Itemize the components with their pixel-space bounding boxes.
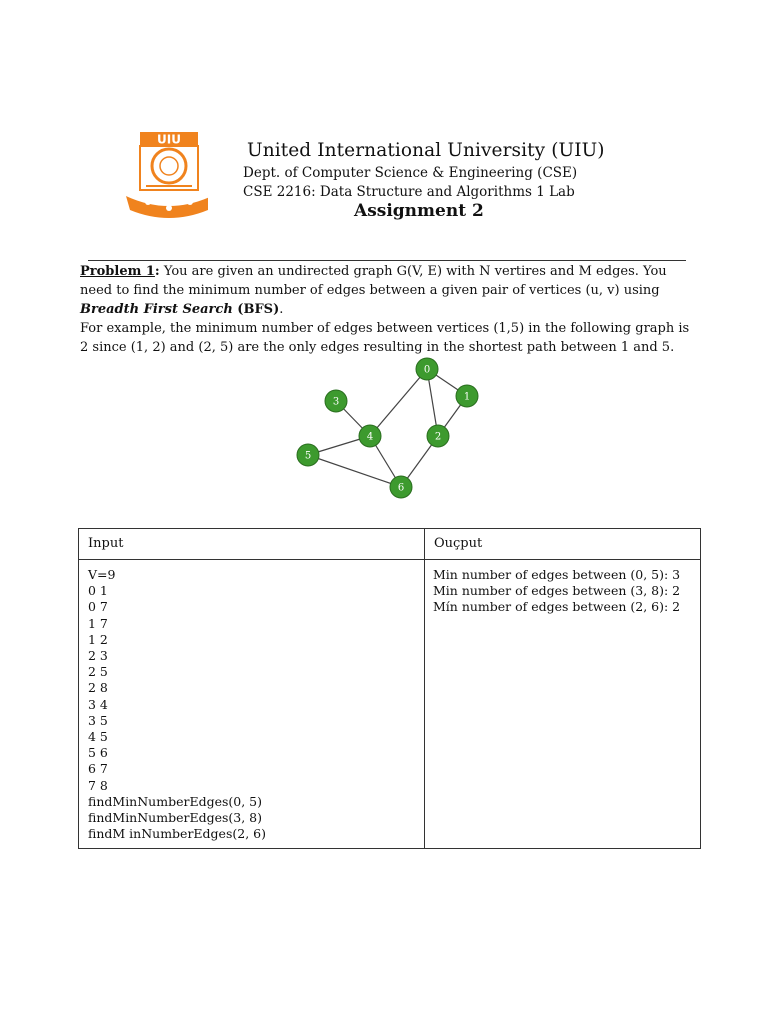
output-line: Min number of edges between (3, 8): 2 xyxy=(433,583,681,599)
output-line: Mín number of edges between (2, 6): 2 xyxy=(433,599,681,615)
svg-text:UIU: UIU xyxy=(157,132,181,147)
input-line: 4 5 xyxy=(88,729,108,745)
input-cell xyxy=(79,560,425,849)
vertices-word: vertires xyxy=(494,264,546,279)
course-title: CSE 2216: Data Structure and Algorithms 1 Lab xyxy=(243,184,575,200)
output-header: Ouçput xyxy=(434,536,483,551)
graph-node-3 xyxy=(325,390,347,412)
output-header-cell xyxy=(425,529,701,560)
input-line: findM inNumberEdges(2, 6) xyxy=(88,826,266,842)
graph-node-0 xyxy=(416,358,438,380)
problem-period: . xyxy=(279,302,284,317)
header-divider xyxy=(88,260,686,261)
uiu-logo xyxy=(118,128,208,220)
input-line: 1 7 xyxy=(88,615,108,631)
table-header-row xyxy=(79,529,701,560)
problem-text-2: M edges. You need to find the minimum number of edges between a given pair of vertices (u, v) using xyxy=(80,264,667,298)
input-header-cell xyxy=(79,529,425,560)
graph-nodes xyxy=(297,358,478,498)
output-line: Min number of edges between (0, 5): 3 xyxy=(433,567,681,582)
input-line: findMinNumberEdges(0, 5) xyxy=(88,793,262,809)
university-name: United International University (UIU) xyxy=(247,140,605,161)
input-line: 0 7 xyxy=(88,599,108,615)
assignment-title: Assignment 2 xyxy=(354,201,484,221)
graph-node-label: 3 xyxy=(332,396,340,408)
input-line: 5 6 xyxy=(88,745,108,761)
input-line: 7 8 xyxy=(88,777,108,793)
graph-edge-5-6 xyxy=(308,455,401,487)
graph-edge-0-4 xyxy=(370,369,427,436)
graph-node-label: 2 xyxy=(434,431,442,443)
graph-node-label: 1 xyxy=(463,391,471,403)
graph-node-label: 4 xyxy=(366,431,374,443)
problem-paragraph xyxy=(80,262,700,319)
input-header: Input xyxy=(88,536,124,551)
problem-statement xyxy=(80,262,700,357)
input-line: 6 7 xyxy=(88,761,108,777)
method-abbrev: (BFS) xyxy=(232,302,280,317)
document-header xyxy=(0,0,768,230)
graph-node-label: 5 xyxy=(304,450,312,462)
graph-node-6 xyxy=(390,476,412,498)
problem-text-1: You are given an undirected graph G(V, E) with N xyxy=(159,264,495,279)
input-line: 0 1 xyxy=(88,583,108,599)
problem-colon: : xyxy=(154,264,160,279)
input-line: 3 4 xyxy=(88,696,108,712)
example-paragraph: For example, the minimum number of edges between vertices (1,5) in the following graph is 2 since (1, 2) and (2, 5) are the only edges resulting in the shortest path between 1 and 5. xyxy=(80,321,690,355)
input-line: 2 3 xyxy=(88,648,108,664)
output-cell xyxy=(425,560,701,849)
example-graph xyxy=(290,352,490,502)
graph-node-2 xyxy=(427,425,449,447)
graph-node-4 xyxy=(359,425,381,447)
table-body-row xyxy=(79,560,701,849)
department-name: Dept. of Computer Science & Engineering (CSE) xyxy=(243,165,578,181)
input-line: 2 5 xyxy=(88,664,108,680)
graph-node-label: 0 xyxy=(423,364,431,376)
input-line: 2 8 xyxy=(88,680,108,696)
graph-node-5 xyxy=(297,444,319,466)
graph-node-label: 6 xyxy=(397,482,405,494)
input-line: V=9 xyxy=(88,567,116,582)
input-list xyxy=(79,560,424,842)
and-word: and xyxy=(545,264,579,279)
graph-node-1 xyxy=(456,385,478,407)
output-list xyxy=(425,560,700,616)
method-name: Breadth First Search xyxy=(80,302,233,317)
io-table xyxy=(78,528,701,849)
input-line: 1 2 xyxy=(88,631,108,647)
problem-label: Problem 1 xyxy=(80,264,155,279)
input-line: 3 5 xyxy=(88,712,108,728)
input-line: findMinNumberEdges(3, 8) xyxy=(88,810,262,826)
